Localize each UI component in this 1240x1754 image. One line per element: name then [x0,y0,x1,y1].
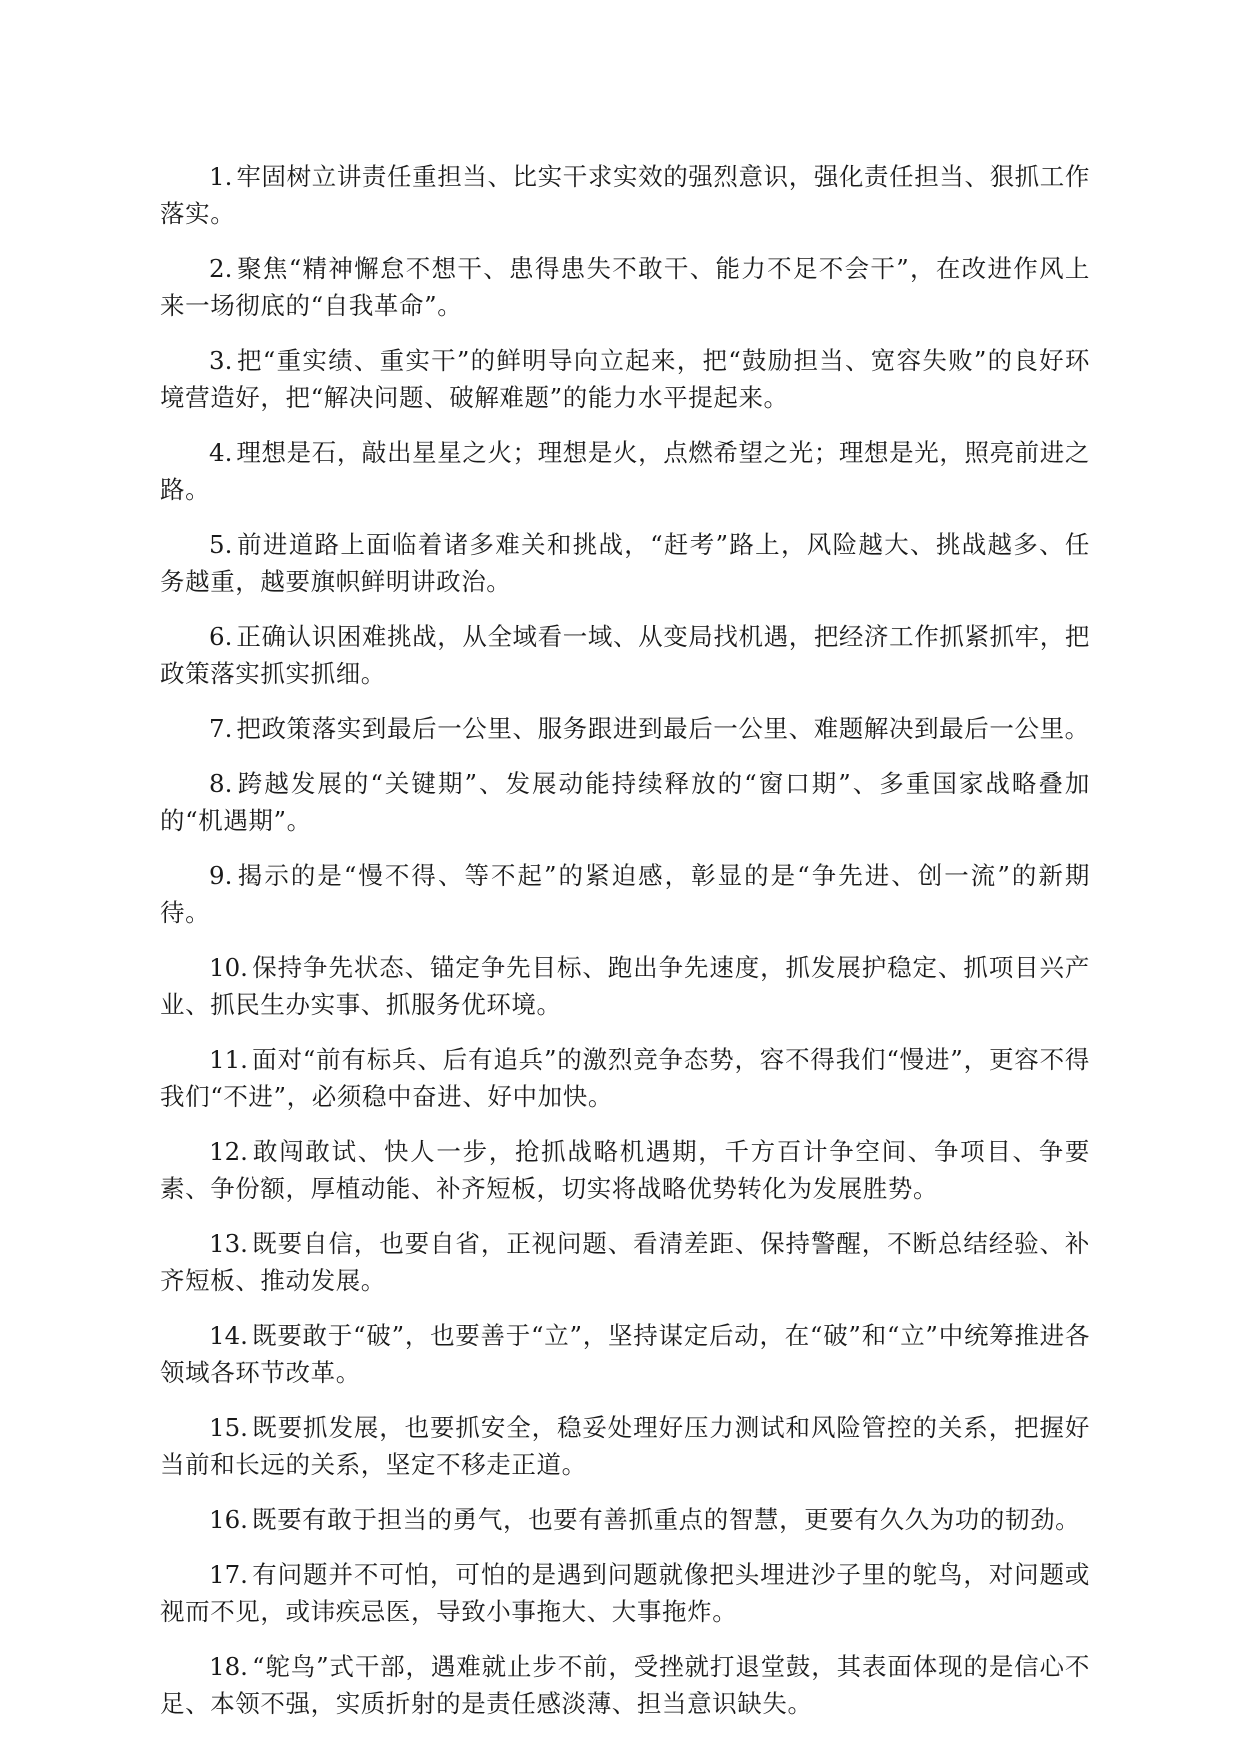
item-text: 理想是石，敲出星星之火；理想是火，点燃希望之光；理想是光，照亮前进之路。 [160,438,1090,504]
list-item [160,526,1090,600]
item-text: 既要抓发展，也要抓安全，稳妥处理好压力测试和风险管控的关系，把握好当前和长远的关系，坚定不移走正道。 [160,1413,1090,1479]
item-number: 3. [209,346,233,375]
list-item [160,949,1090,1023]
item-number: 15. [209,1413,248,1442]
item-text: “鸵鸟”式干部，遇难就止步不前，受挫就打退堂鼓，其表面体现的是信心不足、本领不强，实质折射的是责任感淡薄、担当意识缺失。 [160,1652,1090,1718]
list-item [160,1501,1090,1538]
list-item [160,1041,1090,1115]
list-item [160,250,1090,324]
item-number: 6. [209,622,233,651]
item-number: 8. [209,769,233,798]
list-item [160,618,1090,692]
item-number: 16. [209,1505,248,1534]
item-text: 把政策落实到最后一公里、服务跟进到最后一公里、难题解决到最后一公里。 [236,714,1090,743]
item-number: 10. [209,953,248,982]
list-item [160,1648,1090,1722]
item-text: 既要有敢于担当的勇气，也要有善抓重点的智慧，更要有久久为功的韧劲。 [251,1505,1081,1534]
item-number: 18. [209,1652,248,1681]
item-text: 把“重实绩、重实干”的鲜明导向立起来，把“鼓励担当、宽容失败”的良好环境营造好，把“解决问题、破解难题”的能力水平提起来。 [160,346,1090,412]
item-number: 13. [209,1229,248,1258]
item-number: 17. [209,1560,248,1589]
list-item [160,342,1090,416]
list-item [160,1556,1090,1630]
list-item [160,710,1090,747]
item-number: 1. [209,162,233,191]
item-text: 面对“前有标兵、后有追兵”的激烈竞争态势，容不得我们“慢进”，更容不得我们“不进”，必须稳中奋进、好中加快。 [160,1045,1090,1111]
item-text: 聚焦“精神懈怠不想干、患得患失不敢干、能力不足不会干”，在改进作风上来一场彻底的“自我革命”。 [160,254,1090,320]
list-item [160,765,1090,839]
item-number: 4. [209,438,233,467]
item-text: 正确认识困难挑战，从全域看一域、从变局找机遇，把经济工作抓紧抓牢，把政策落实抓实抓细。 [160,622,1090,688]
list-item [160,1225,1090,1299]
item-text: 有问题并不可怕，可怕的是遇到问题就像把头埋进沙子里的鸵鸟，对问题或视而不见，或讳疾忌医，导致小事拖大、大事拖炸。 [160,1560,1090,1626]
list-item [160,1317,1090,1391]
item-text: 既要敢于“破”，也要善于“立”，坚持谋定后动，在“破”和“立”中统筹推进各领域各环节改革。 [160,1321,1090,1387]
item-text: 敢闯敢试、快人一步，抢抓战略机遇期，千方百计争空间、争项目、争要素、争份额，厚植动能、补齐短板，切实将战略优势转化为发展胜势。 [160,1137,1090,1203]
item-text: 牢固树立讲责任重担当、比实干求实效的强烈意识，强化责任担当、狠抓工作落实。 [160,162,1090,228]
list-item [160,434,1090,508]
item-text: 既要自信，也要自省，正视问题、看清差距、保持警醒，不断总结经验、补齐短板、推动发展。 [160,1229,1090,1295]
item-number: 11. [209,1045,248,1074]
item-number: 14. [209,1321,248,1350]
item-number: 5. [209,530,233,559]
document-body [160,158,1090,1740]
list-item [160,857,1090,931]
list-item [160,1409,1090,1483]
item-text: 揭示的是“慢不得、等不起”的紧迫感，彰显的是“争先进、创一流”的新期待。 [160,861,1090,927]
list-item [160,158,1090,232]
item-number: 2. [209,254,233,283]
item-text: 跨越发展的“关键期”、发展动能持续释放的“窗口期”、多重国家战略叠加的“机遇期”。 [160,769,1090,835]
item-text: 保持争先状态、锚定争先目标、跑出争先速度，抓发展护稳定、抓项目兴产业、抓民生办实事、抓服务优环境。 [160,953,1090,1019]
item-number: 7. [209,714,233,743]
item-number: 12. [209,1137,248,1166]
item-text: 前进道路上面临着诸多难关和挑战，“赶考”路上，风险越大、挑战越多、任务越重，越要旗帜鲜明讲政治。 [160,530,1090,596]
item-number: 9. [209,861,233,890]
list-item [160,1133,1090,1207]
